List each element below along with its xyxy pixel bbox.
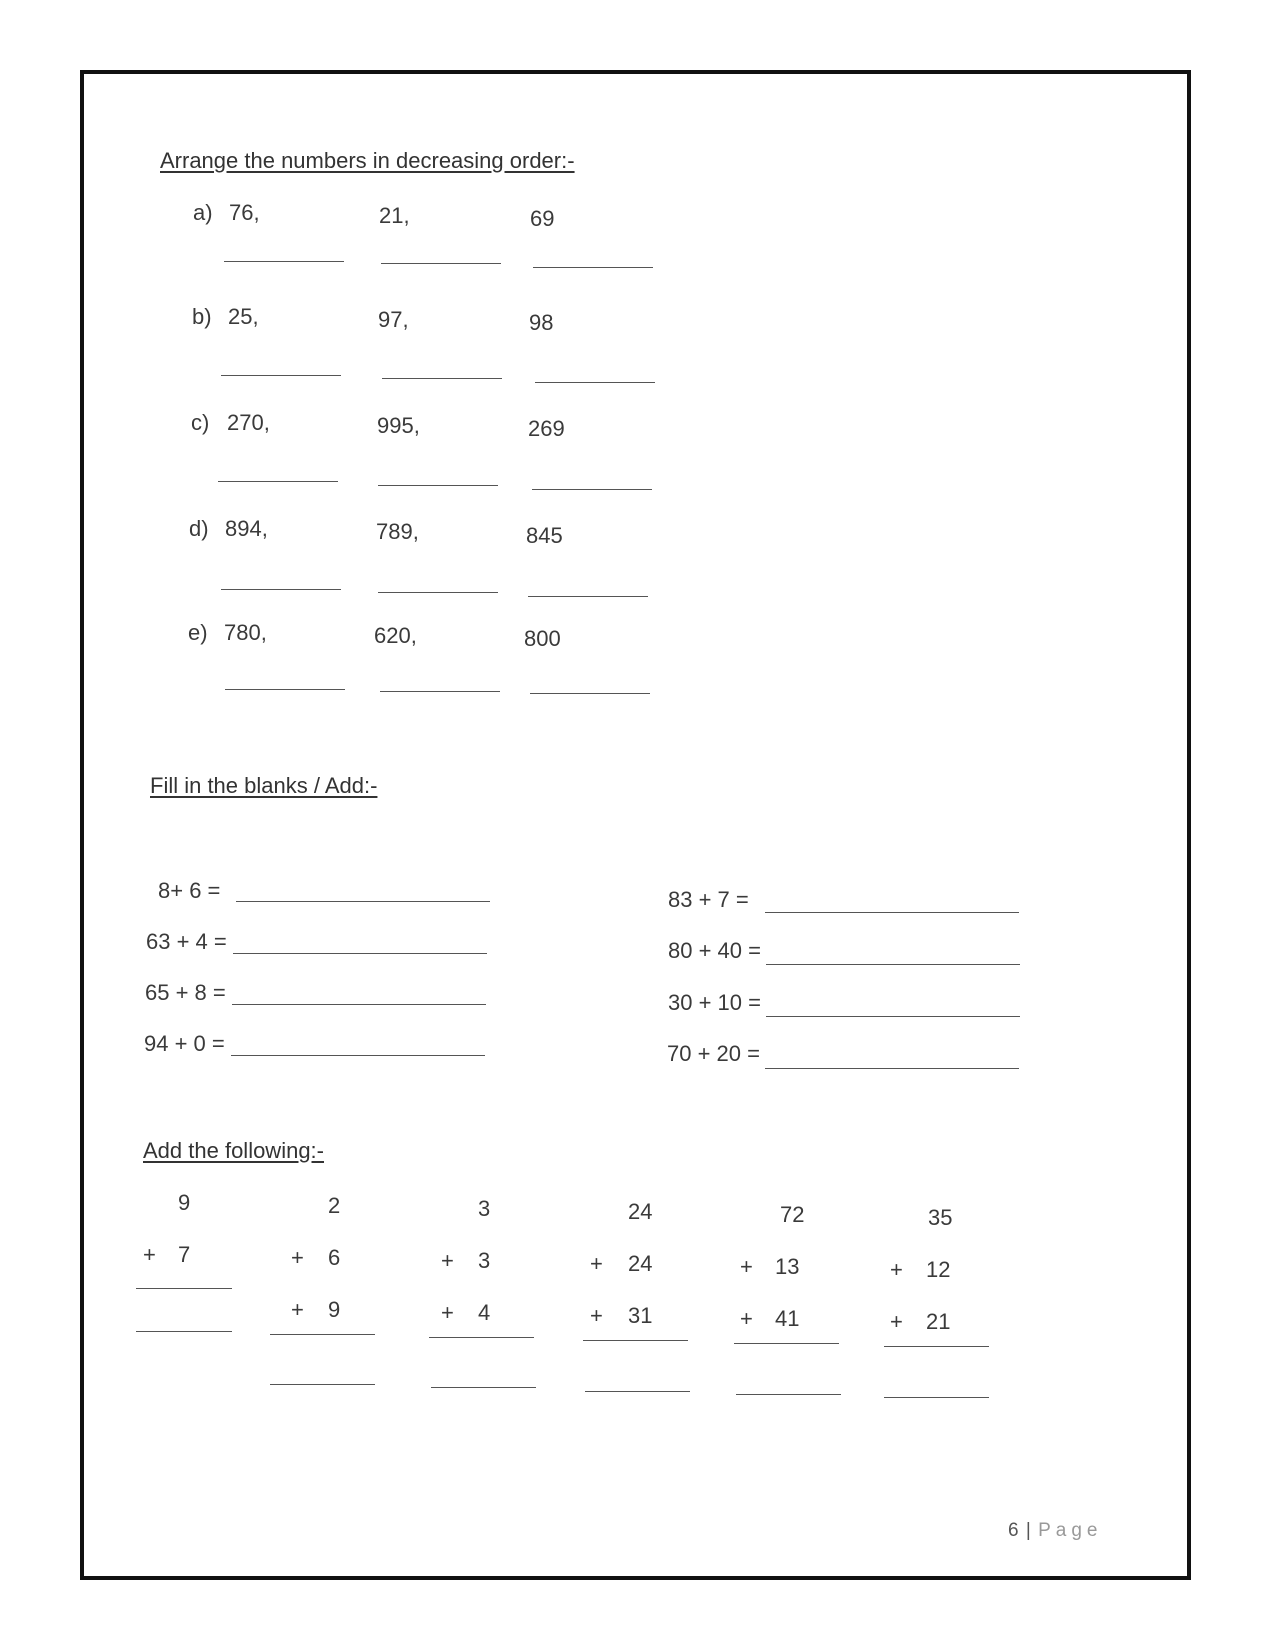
number: 269 xyxy=(528,416,565,441)
plus-sign: + xyxy=(890,1257,903,1282)
sum-line xyxy=(734,1343,839,1344)
addend: 6 xyxy=(328,1245,341,1270)
addend: 3 xyxy=(478,1248,491,1273)
sum-line xyxy=(583,1340,688,1341)
answer-blank[interactable] xyxy=(766,964,1020,965)
equation-left-3: 65 + 8 = xyxy=(145,980,226,1005)
number: 800 xyxy=(524,626,561,651)
answer-blank[interactable] xyxy=(225,689,345,690)
number: 21, xyxy=(379,203,410,228)
number: 25, xyxy=(228,304,259,329)
plus-sign: + xyxy=(143,1242,156,1267)
plus-sign: + xyxy=(740,1306,753,1331)
answer-blank[interactable] xyxy=(532,489,652,490)
answer-blank[interactable] xyxy=(221,589,341,590)
answer-blank[interactable] xyxy=(136,1331,232,1332)
plus-sign: + xyxy=(740,1254,753,1279)
number: 76, xyxy=(229,200,260,225)
page-number: 6 xyxy=(1008,1520,1020,1541)
answer-blank[interactable] xyxy=(232,1004,486,1005)
equation-left-2: 63 + 4 = xyxy=(146,929,227,954)
sum-line xyxy=(270,1334,375,1335)
page-footer xyxy=(1008,1520,1102,1542)
plus-sign: + xyxy=(590,1251,603,1276)
number: 69 xyxy=(530,206,555,231)
equation-right-2: 80 + 40 = xyxy=(668,938,761,963)
answer-blank[interactable] xyxy=(765,912,1019,913)
number: 995, xyxy=(377,413,420,438)
addend: 13 xyxy=(775,1254,800,1279)
sum-line xyxy=(136,1288,232,1289)
number: 845 xyxy=(526,523,563,548)
answer-blank[interactable] xyxy=(231,1055,485,1056)
footer-page-word: Page xyxy=(1038,1520,1103,1541)
plus-sign: + xyxy=(291,1245,304,1270)
answer-blank[interactable] xyxy=(270,1384,375,1385)
addend: 41 xyxy=(775,1306,800,1331)
addend: 9 xyxy=(328,1297,341,1322)
sum-line xyxy=(429,1337,534,1338)
addend-top: 35 xyxy=(928,1205,953,1230)
plus-sign: + xyxy=(890,1309,903,1334)
answer-blank[interactable] xyxy=(765,1068,1019,1069)
plus-sign: + xyxy=(441,1300,454,1325)
addend: 21 xyxy=(926,1309,951,1334)
answer-blank[interactable] xyxy=(535,382,655,383)
addend: 7 xyxy=(178,1242,191,1267)
answer-blank[interactable] xyxy=(431,1387,536,1388)
plus-sign: + xyxy=(441,1248,454,1273)
row-label: d) xyxy=(189,516,209,541)
plus-sign: + xyxy=(590,1303,603,1328)
addend: 31 xyxy=(628,1303,653,1328)
number: 780, xyxy=(224,620,267,645)
answer-blank[interactable] xyxy=(530,693,650,694)
plus-sign: + xyxy=(291,1297,304,1322)
equation-left-1: 8+ 6 = xyxy=(158,878,221,903)
addend: 24 xyxy=(628,1251,653,1276)
row-label: e) xyxy=(188,620,208,645)
addend-top: 9 xyxy=(178,1190,191,1215)
answer-blank[interactable] xyxy=(766,1016,1020,1017)
equation-right-4: 70 + 20 = xyxy=(667,1041,760,1066)
answer-blank[interactable] xyxy=(381,263,501,264)
answer-blank[interactable] xyxy=(221,375,341,376)
answer-blank[interactable] xyxy=(378,592,498,593)
answer-blank[interactable] xyxy=(378,485,498,486)
answer-blank[interactable] xyxy=(585,1391,690,1392)
page-border xyxy=(80,70,1191,1580)
number: 98 xyxy=(529,310,554,335)
section-heading-add-following: Add the following:- xyxy=(143,1138,324,1163)
answer-blank[interactable] xyxy=(533,267,653,268)
sum-line xyxy=(884,1346,989,1347)
row-label: c) xyxy=(191,410,210,435)
equation-left-4: 94 + 0 = xyxy=(144,1031,225,1056)
number: 789, xyxy=(376,519,419,544)
footer-separator: | xyxy=(1025,1520,1032,1541)
answer-blank[interactable] xyxy=(528,596,648,597)
number: 620, xyxy=(374,623,417,648)
answer-blank[interactable] xyxy=(736,1394,841,1395)
section-heading-arrange: Arrange the numbers in decreasing order:- xyxy=(160,148,575,173)
number: 894, xyxy=(225,516,268,541)
number: 97, xyxy=(378,307,409,332)
addend-top: 3 xyxy=(478,1196,491,1221)
answer-blank[interactable] xyxy=(380,691,500,692)
section-heading-fill-blanks: Fill in the blanks / Add:- xyxy=(150,773,378,798)
row-label: a) xyxy=(193,200,213,225)
addend-top: 24 xyxy=(628,1199,653,1224)
addend: 12 xyxy=(926,1257,951,1282)
answer-blank[interactable] xyxy=(218,481,338,482)
addend-top: 2 xyxy=(328,1193,341,1218)
addend: 4 xyxy=(478,1300,491,1325)
answer-blank[interactable] xyxy=(233,953,487,954)
addend-top: 72 xyxy=(780,1202,805,1227)
equation-right-1: 83 + 7 = xyxy=(668,887,749,912)
answer-blank[interactable] xyxy=(236,901,490,902)
answer-blank[interactable] xyxy=(884,1397,989,1398)
answer-blank[interactable] xyxy=(224,261,344,262)
equation-right-3: 30 + 10 = xyxy=(668,990,761,1015)
answer-blank[interactable] xyxy=(382,378,502,379)
number: 270, xyxy=(227,410,270,435)
row-label: b) xyxy=(192,304,212,329)
